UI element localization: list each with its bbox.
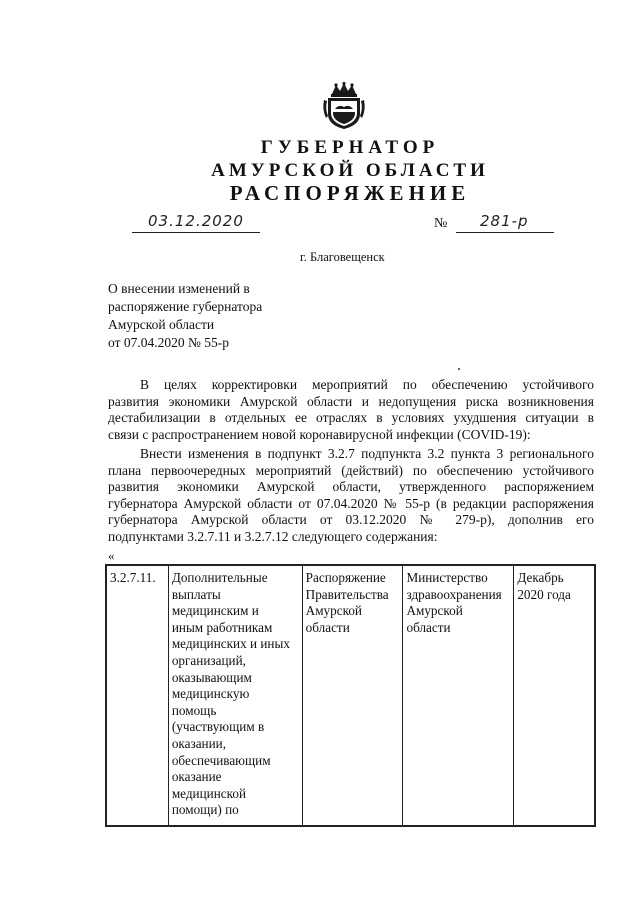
text-line: связи с распространением новой коронавирусной инфекции (COVID-19): — [108, 426, 531, 442]
cell-line: медицинскую — [171, 686, 250, 702]
cell-line: оказании, — [171, 735, 227, 751]
document-number: 281-р — [480, 212, 529, 230]
cell-document — [302, 565, 403, 826]
text-line: Внести изменения в подпункт 3.2.7 подпункта 3.2 пункта 3 регионального — [140, 446, 594, 461]
cell-line: оказывающим — [171, 669, 252, 685]
cell-line: Дополнительные — [171, 570, 268, 585]
text-line: губернатора Амурской области от 07.04.2020 № 55-р (в редакции распоряжения — [108, 495, 594, 511]
opening-quote: « — [108, 548, 115, 563]
cell-line: обеспечивающим — [171, 752, 271, 768]
measures-table — [105, 564, 596, 827]
cell-line: медицинских и иных — [171, 636, 290, 652]
cell-number — [106, 565, 168, 826]
cell-line: помощи) по — [171, 802, 239, 818]
title-order: РАСПОРЯЖЕНИЕ — [229, 181, 471, 205]
cell-line: Министерство — [406, 570, 488, 585]
subject-line: О внесении изменений в — [108, 281, 250, 296]
cell-line: Правительства — [305, 586, 389, 602]
document-subject — [108, 280, 262, 352]
title-governor: ГУБЕРНАТОР — [260, 137, 440, 158]
cell-line: Амурской — [406, 603, 463, 619]
text-line: развития экономики Амурской области, утвержденного распоряжением — [108, 479, 594, 495]
paragraph-purpose — [108, 377, 594, 443]
cell-deadline — [514, 565, 595, 826]
city-name: г. Благовещенск — [300, 250, 385, 264]
cell-line: организаций, — [171, 652, 246, 668]
number-label: № — [434, 216, 448, 231]
text-line: плана первоочередных мероприятий (действий) по обеспечению устойчивого — [108, 462, 594, 478]
subject-line: от 07.04.2020 № 55-р — [108, 335, 229, 350]
text-line: подпунктами 3.2.7.11 и 3.2.7.12 следующего содержания: — [108, 528, 438, 544]
title-region: АМУРСКОЙ ОБЛАСТИ — [211, 160, 489, 181]
text-line: развития экономики Амурской области и недопущения риска возникновения — [108, 393, 594, 409]
cell-line: выплаты — [171, 586, 221, 602]
text-line: дестабилизации в отдельных ее отраслях в условиях ухудшения ситуации в — [108, 410, 594, 426]
cell-line: здравоохранения — [406, 586, 502, 602]
cell-line: помощь — [171, 702, 217, 718]
cell-line: Распоряжение — [305, 570, 386, 585]
document-date: 03.12.2020 — [148, 212, 244, 230]
cell-line: области — [305, 619, 350, 635]
subject-line: Амурской области — [108, 317, 215, 332]
cell-line: медицинской — [171, 785, 247, 801]
cell-line: области — [406, 619, 451, 635]
cell-line: Декабрь — [517, 570, 564, 585]
cell-measure — [168, 565, 302, 826]
cell-executor — [403, 565, 514, 826]
cell-line: иным работникам — [171, 619, 273, 635]
cell-line: Амурской — [305, 603, 362, 619]
text-line: В целях корректировки мероприятий по обеспечению устойчивого — [140, 377, 594, 392]
coat-of-arms-icon — [322, 82, 366, 130]
text-line: губернатора Амурской области от 03.12.2020 № 279-р), дополнив его — [108, 512, 594, 528]
subject-line: распоряжение губернатора — [108, 299, 263, 314]
scan-speck — [458, 368, 460, 370]
cell-line: оказание — [171, 769, 222, 785]
cell-line: 2020 года — [517, 586, 571, 602]
table-row — [106, 565, 595, 826]
item-number: 3.2.7.11. — [110, 570, 156, 585]
cell-line: (участвующим в — [171, 719, 265, 735]
cell-line: медицинским и — [171, 603, 259, 619]
paragraph-amendment — [108, 446, 594, 546]
